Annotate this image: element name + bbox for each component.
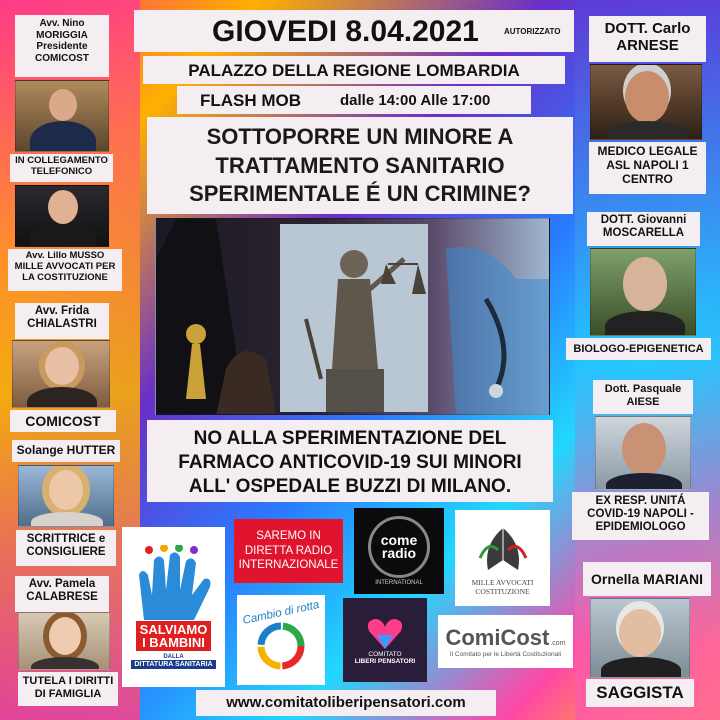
speaker-arnese-name: DOTT. Carlo ARNESE: [589, 16, 706, 62]
liberi-pensatori-logo: COMITATO LIBERI PENSATORI: [343, 598, 427, 682]
event-time: dalle 14:00 Alle 17:00: [340, 92, 491, 109]
speaker-face: [49, 89, 77, 121]
statement-line-3: ALL' OSPEDALE BUZZI DI MILANO.: [188, 475, 512, 497]
speaker-moscarella-caption: BIOLOGO-EPIGENETICA: [566, 338, 711, 360]
question-box: [147, 117, 573, 214]
statement-box: [147, 420, 553, 502]
speaker-calabrese-name: Avv. Pamela CALABRESE: [15, 576, 109, 612]
speaker-moscarella-photo: [590, 248, 696, 336]
speaker-moriggia-name: Avv. Nino MORIGGIA Presidente COMICOST: [15, 15, 109, 77]
speaker-face: [49, 470, 83, 510]
speaker-face: [622, 423, 666, 475]
speaker-chialastri-caption: COMICOST: [10, 410, 116, 432]
question-line-1: SOTTOPORRE UN MINORE A: [206, 124, 514, 149]
salviamo-bambini-logo: SALVIAMO I BAMBINI DALLA DITTATURA SANITARIA: [122, 527, 225, 687]
circular-arrow-icon: [254, 619, 308, 673]
speaker-aiese-photo: [595, 416, 691, 490]
speaker-calabrese-photo: [18, 612, 110, 670]
speaker-arnese-photo: [590, 64, 702, 140]
speaker-top: [606, 473, 682, 490]
event-date: GIOVEDI 8.04.2021: [212, 15, 479, 48]
speaker-mariani-caption: SAGGISTA: [586, 679, 694, 707]
speaker-arnese-caption: MEDICO LEGALE ASL NAPOLI 1 CENTRO: [589, 142, 706, 194]
speaker-top: [605, 311, 685, 336]
date-banner: [134, 10, 574, 52]
speaker-face: [48, 190, 78, 224]
statement-line-2: FARMACO ANTICOVID-19 SUI MINORI: [178, 451, 522, 473]
justice-medicine-image: [155, 218, 550, 415]
come-radio-logo: come radio INTERNATIONAL: [354, 508, 444, 594]
statement-line-1: NO ALLA SPERIMENTAZIONE DEL: [193, 428, 507, 449]
speaker-face: [625, 71, 669, 123]
justice-scene-illustration: [156, 219, 550, 415]
speaker-chialastri-name: Avv. Frida CHIALASTRI: [15, 303, 109, 339]
question-line-2: TRATTAMENTO SANITARIO: [215, 152, 505, 178]
speaker-face: [45, 347, 79, 385]
question-line-3: SPERIMENTALE É UN CRIMINE?: [189, 181, 531, 207]
comicost-brand: ComiCost .com: [445, 625, 566, 650]
speaker-top: [31, 657, 99, 670]
speaker-hutter-photo: [18, 465, 114, 527]
speaker-top: [31, 512, 103, 527]
website-url[interactable]: www.comitatoliberipensatori.com: [196, 690, 496, 716]
speaker-top: [27, 387, 97, 408]
speaker-top: [607, 121, 687, 140]
cambio-di-rotta-logo: Cambio di rotta: [237, 595, 325, 685]
speaker-mariani-photo: [590, 598, 690, 678]
venue-banner: PALAZZO DELLA REGIONE LOMBARDIA: [143, 56, 565, 84]
hand-icon: [124, 545, 224, 625]
mille-avvocati-logo: MILLE AVVOCATI COSTITUZIONE: [455, 510, 550, 606]
event-type: FLASH MOB: [200, 91, 302, 110]
heart-icon: [365, 615, 405, 651]
speaker-face: [623, 257, 667, 311]
speaker-chialastri-photo: [12, 340, 110, 408]
authorized-tag: AUTORIZZATO: [504, 27, 561, 36]
speaker-moscarella-name: DOTT. Giovanni MOSCARELLA: [587, 212, 700, 246]
speaker-calabrese-caption: TUTELA I DIRITTI DI FAMIGLIA: [18, 672, 118, 706]
speaker-face: [619, 609, 661, 657]
speaker-mariani-name: Ornella MARIANI: [583, 562, 711, 596]
speaker-moriggia-caption: IN COLLEGAMENTO TELEFONICO: [10, 154, 113, 182]
quill-icon: [468, 520, 538, 578]
time-banner: [177, 86, 531, 114]
headphones-icon: come radio: [368, 516, 430, 578]
speaker-musso-photo: [15, 185, 109, 247]
speaker-musso-caption: Avv. Lillo MUSSO MILLE AVVOCATI PER LA COSTITUZIONE: [8, 249, 122, 291]
speaker-moriggia-photo: [15, 80, 109, 152]
speaker-top: [601, 657, 681, 678]
speaker-suit: [30, 121, 96, 152]
radio-notice: SAREMO IN DIRETTA RADIO INTERNAZIONALE: [234, 519, 343, 583]
speaker-face: [49, 617, 81, 655]
speaker-suit: [30, 224, 96, 247]
salviamo-banner: SALVIAMO I BAMBINI: [136, 621, 212, 651]
comicost-logo: ComiCost .com Il Comitato per le Libertà Costituzionali: [438, 615, 573, 668]
speaker-hutter-caption: SCRITTRICE e CONSIGLIERE: [16, 530, 116, 566]
speaker-aiese-name: Dott. Pasquale AIESE: [593, 380, 693, 414]
speaker-hutter-name: Solange HUTTER: [12, 440, 120, 462]
speaker-aiese-caption: EX RESP. UNITÁ COVID-19 NAPOLI - EPIDEMIOLOGO: [572, 492, 709, 540]
